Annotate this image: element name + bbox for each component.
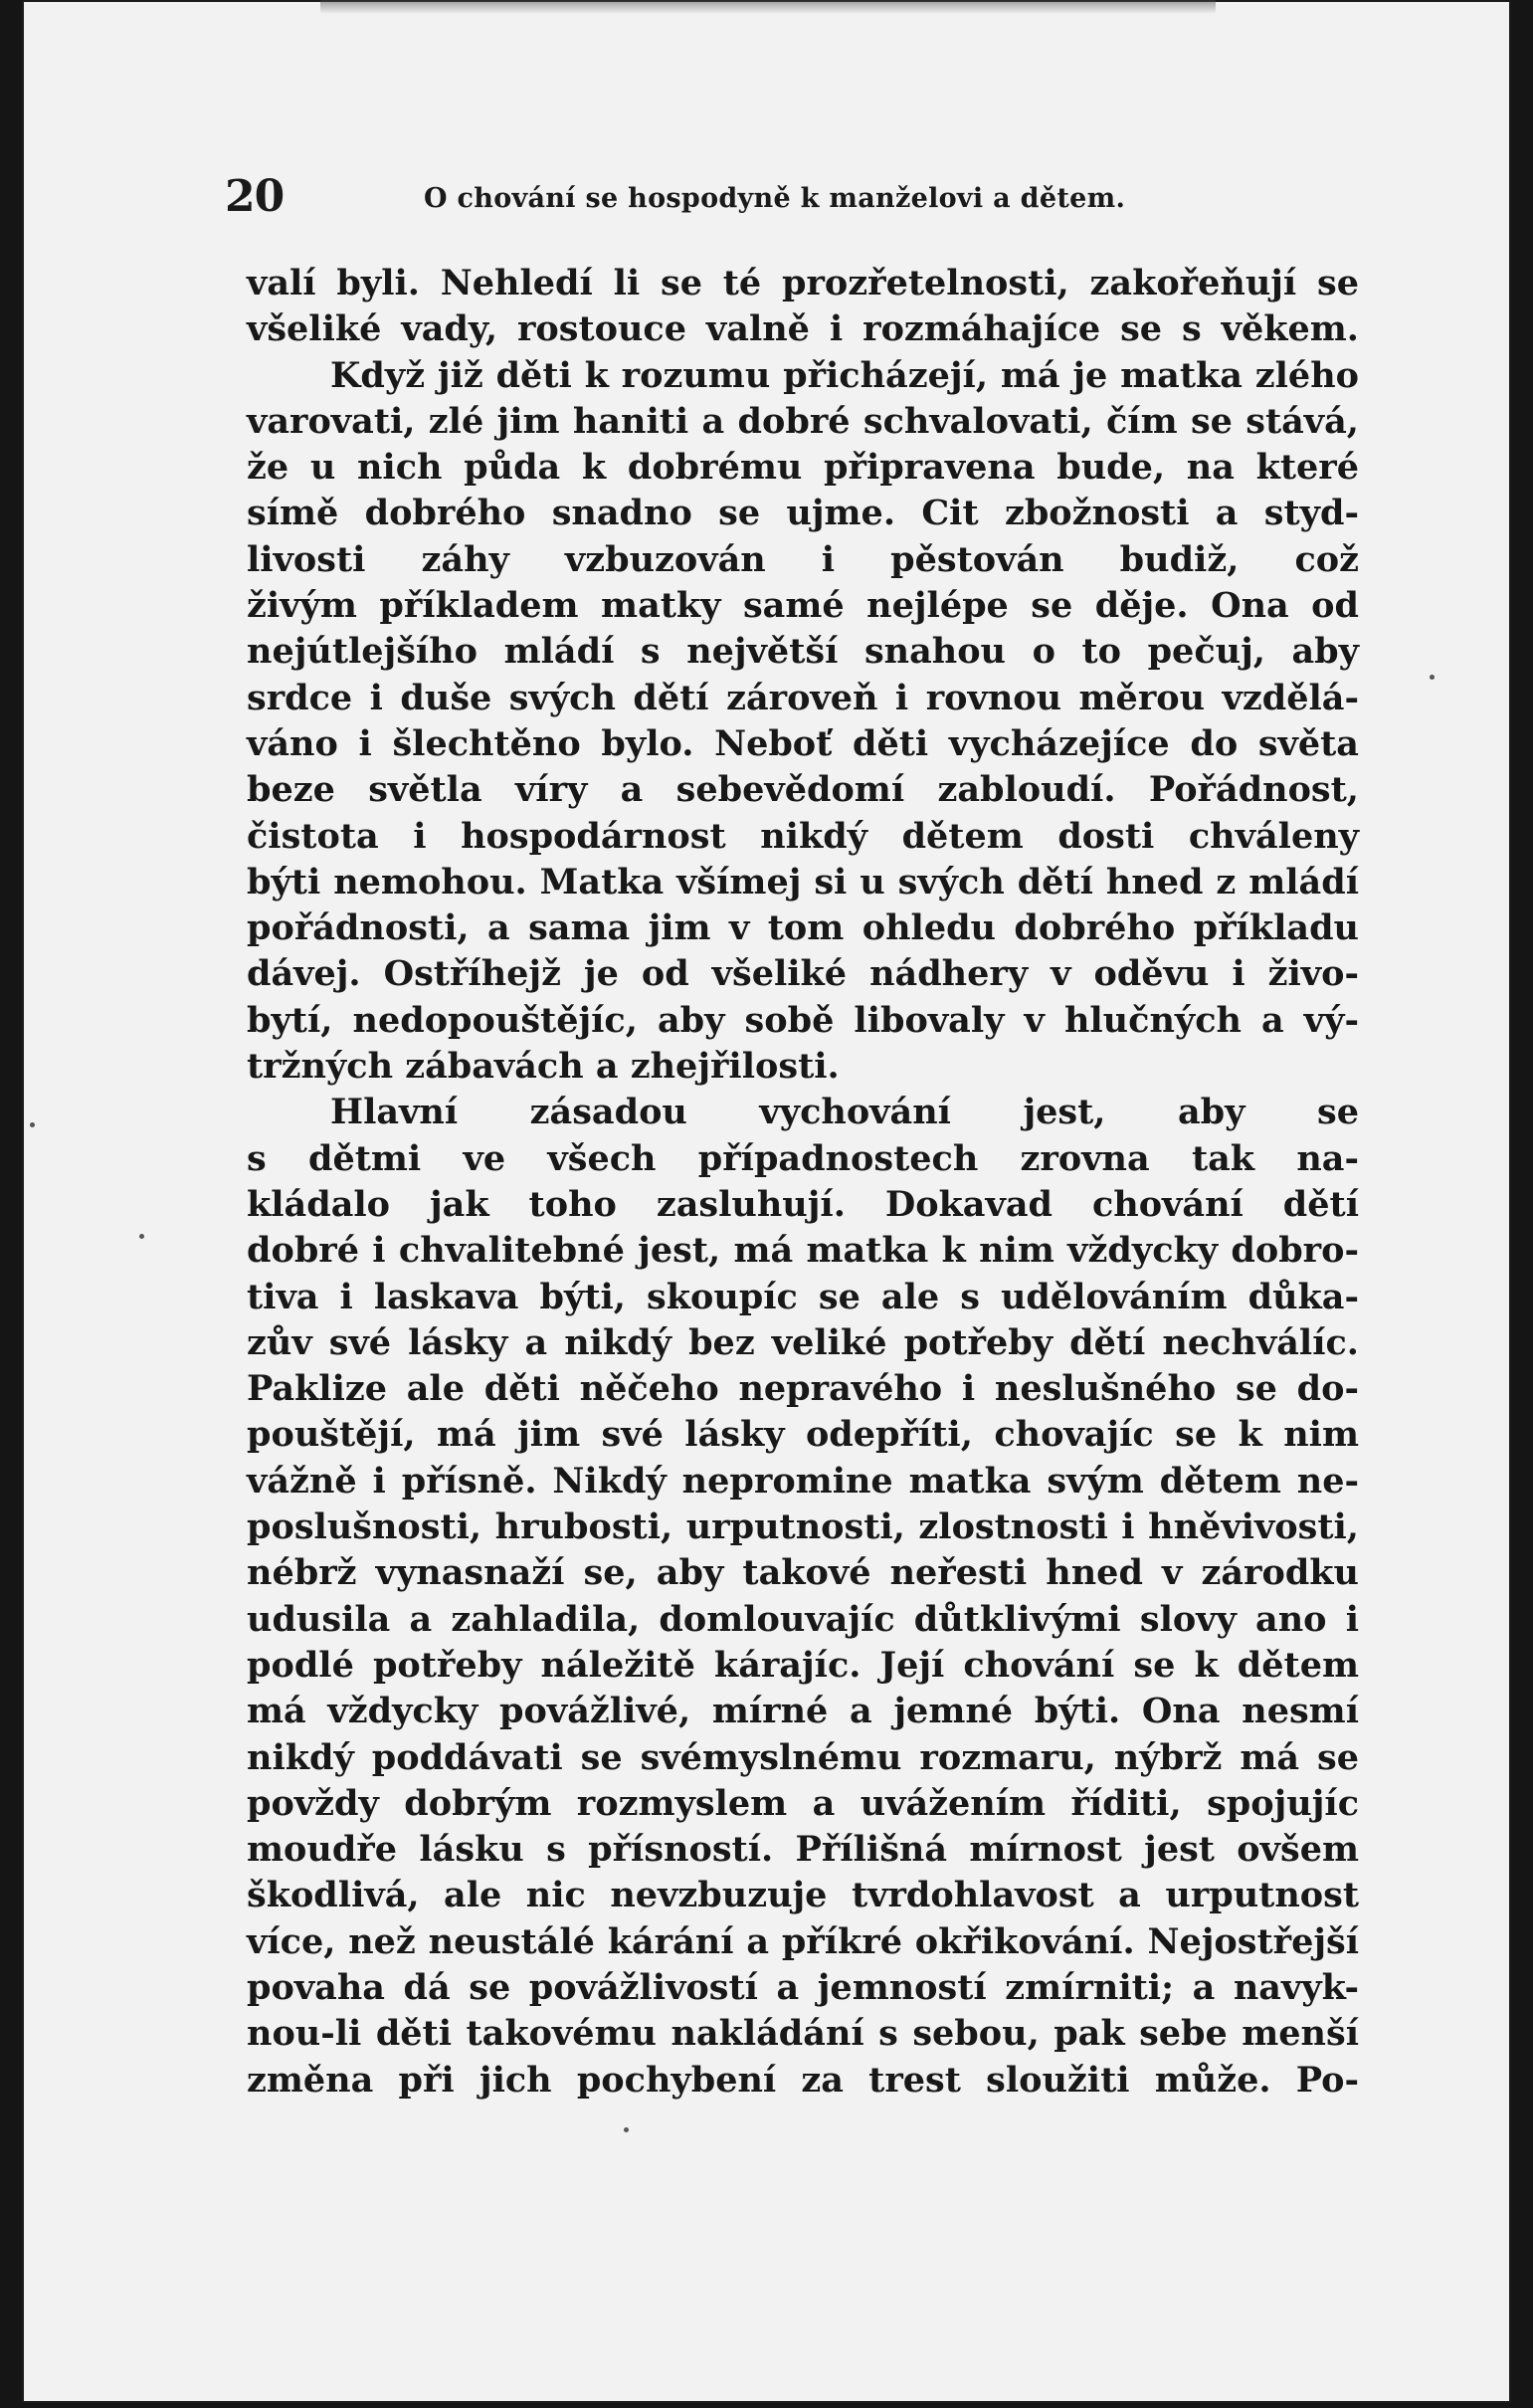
text-line: zův své lásky a nikdý bez veliké potřeby dětí nechválíc.: [247, 1321, 1359, 1363]
page-top-edge: [320, 0, 1216, 14]
text-line: símě dobrého snadno se ujme. Cit zbožnosti a styd-: [247, 493, 1359, 534]
book-page: [22, 0, 1511, 2403]
text-line: Hlavní zásadou vychování jest, aby se: [330, 1092, 1359, 1133]
text-line: beze světla víry a sebevědomí zabloudí. Pořádnost,: [247, 769, 1359, 811]
text-line: nou-li děti takovému nakládání s sebou, pak sebe menší: [247, 2013, 1359, 2055]
text-line: Když již děti k rozumu přicházejí, má je matka zlého: [330, 354, 1359, 396]
text-line: čistota i hospodárnost nikdý dětem dosti chváleny: [247, 815, 1359, 857]
text-line: s dětmi ve všech případnostech zrovna tak na-: [247, 1137, 1359, 1179]
running-title: O chování se hospodyně k manželovi a dětem.: [424, 183, 1126, 214]
text-line: váno i šlechtěno bylo. Neboť děti vycházejíce do světa: [247, 722, 1359, 764]
ink-speck: [624, 2127, 629, 2132]
text-line: podlé potřeby náležitě kárajíc. Její chování se k dětem: [247, 1644, 1359, 1686]
text-line: poslušnosti, hrubosti, urputnosti, zlostnosti i hněvivosti,: [247, 1506, 1359, 1548]
text-line: tržných zábavách a zhejřilosti.: [247, 1046, 840, 1088]
text-line: dobré i chvalitebné jest, má matka k nim vždycky dobro-: [247, 1230, 1359, 1272]
text-line: livosti záhy vzbuzován i pěstován budiž, což: [247, 538, 1359, 580]
text-line: živým příkladem matky samé nejlépe se děje. Ona od: [247, 585, 1359, 627]
text-line: povaha dá se povážlivostí a jemností zmírniti; a navyk-: [247, 1966, 1359, 2008]
page-number: 20: [225, 171, 285, 222]
text-line: nébrž vynasnaží se, aby takové neřesti hned v zárodku: [247, 1552, 1359, 1594]
text-line: kládalo jak toho zasluhují. Dokavad chování dětí: [247, 1183, 1359, 1225]
ink-speck: [139, 1234, 144, 1239]
text-line: všeliké vady, rostouce valně i rozmáhajíce se s věkem.: [247, 308, 1359, 350]
text-line: pouštějí, má jim své lásky odepříti, chovajíc se k nim: [247, 1414, 1359, 1456]
text-line: pořádnosti, a sama jim v tom ohledu dobrého příkladu: [247, 907, 1359, 949]
text-line: povždy dobrým rozmyslem a uvážením říditi, spojujíc: [247, 1782, 1359, 1824]
text-line: nikdý poddávati se svémyslnému rozmaru, nýbrž má se: [247, 1736, 1359, 1778]
ink-speck: [30, 1122, 35, 1127]
text-line: moudře lásku s přísností. Přílišná mírnost jest ovšem: [247, 1829, 1359, 1871]
text-line: dávej. Ostříhejž je od všeliké nádhery v oděvu i živo-: [247, 953, 1359, 995]
text-line: bytí, nedopouštějíc, aby sobě libovaly v hlučných a vý-: [247, 999, 1359, 1041]
text-line: změna při jich pochybení za trest sloužiti může. Po-: [247, 2059, 1359, 2101]
text-line: varovati, zlé jim haniti a dobré schvalovati, čím se stává,: [247, 400, 1359, 442]
text-line: nejútlejšího mládí s největší snahou o to pečuj, aby: [247, 631, 1359, 673]
text-line: Paklize ale děti něčeho nepravého i neslušného se do-: [247, 1368, 1359, 1410]
text-line: škodlivá, ale nic nevzbuzuje tvrdohlavost a urputnost: [247, 1875, 1359, 1916]
text-line: tiva i laskava býti, skoupíc se ale s udělováním důka-: [247, 1276, 1359, 1317]
text-line: srdce i duše svých dětí zároveň i rovnou měrou vzdělá-: [247, 677, 1359, 718]
text-line: býti nemohou. Matka všímej si u svých dětí hned z mládí: [247, 861, 1359, 903]
body-text: [247, 261, 1359, 2104]
text-line: má vždycky povážlivé, mírné a jemné býti. Ona nesmí: [247, 1691, 1359, 1732]
text-line: že u nich půda k dobrému připravena bude, na které: [247, 447, 1359, 489]
ink-speck: [1430, 675, 1435, 680]
text-line: valí byli. Nehledí li se té prozřetelnosti, zakořeňují se: [247, 263, 1359, 303]
text-line: udusila a zahladila, domlouvajíc důtklivými slovy ano i: [247, 1598, 1359, 1640]
page-header: [222, 171, 1366, 241]
text-line: více, než neustálé kárání a příkré okřikování. Nejostřejší: [247, 1920, 1359, 1962]
text-line: vážně i přísně. Nikdý nepromine matka svým dětem ne-: [247, 1460, 1359, 1502]
